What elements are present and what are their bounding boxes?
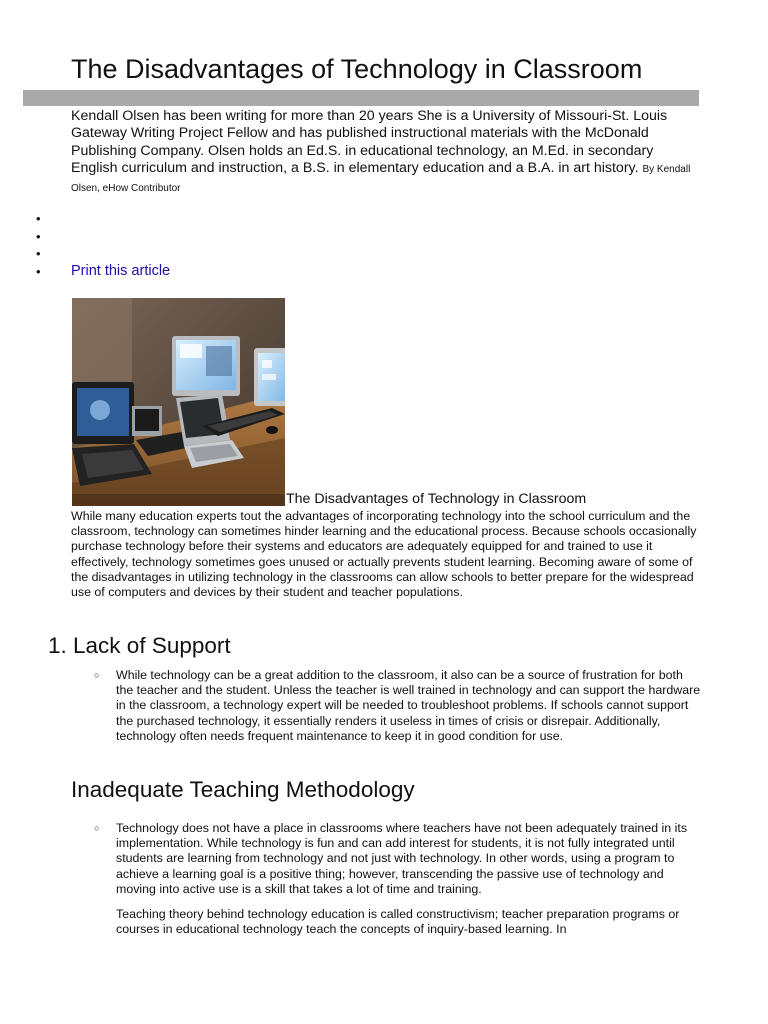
photo-caption: The Disadvantages of Technology in Classroom [286,491,587,507]
author-bio-text: Kendall Olsen has been writing for more than 20 years She is a University of Missouri-St. Louis Gateway Writing Project Fellow and has published instructional materials with the McDonald Publishing Company. Olsen holds an Ed.S. in educational technology, an M.Ed. in secondary English curriculum and instruction, a B.S. in elementary education and a B.A. in art history. [71,108,668,177]
section-2-paragraph-2: Teaching theory behind technology education is called constructivism; teacher preparation programs or courses in educational technology teach the concepts of inquiry-based learning. In [116,907,680,937]
section-2-list-item [94,821,701,937]
section-1-paragraph: While technology can be a great addition to the classroom, it also can be a source of frustration for both the teacher and the student. Unless the teacher is well trained in technology and can support the hardware in the classroom, a technology expert will be needed to troubleshoot problems. If schools cannot support the purchased technology, it essentially renders it useless in times of crisis or disrepair. Additionally, technology often needs frequent maintenance to keep it in good condition for use. [116,668,701,743]
tool-item-empty-3 [36,245,170,263]
author-byline: By Kendall Olsen, eHow Contributor [71,164,691,194]
article-tools-list [36,210,170,280]
section-number: 1. [48,633,67,658]
section-heading-inadequate-teaching: Inadequate Teaching Methodology [71,777,415,802]
tool-item-empty-1 [36,210,170,228]
list-circle-bullet: ○ [94,823,100,833]
tool-item-print [36,263,170,281]
section-title: Lack of Support [73,633,231,658]
section-2-paragraph-1: Technology does not have a place in classrooms where teachers have not been adequately trained in its implementation. While technology is fun and can add interest for students, it is not fully integrated until students are learning from technology and not just with technology. In other words, using a program to achieve a learning goal is a positive thing; however, transcending the passive use of technology and moving into active use is a skill that takes a lot of time and training. [116,821,688,896]
section-1-list-item [94,668,701,744]
tool-item-empty-2 [36,228,170,246]
author-bio [71,108,701,197]
classroom-computers-photo [72,298,285,506]
computers-illustration [72,298,285,506]
list-circle-bullet: ○ [94,670,100,680]
page-title: The Disadvantages of Technology in Classroom [71,54,643,84]
intro-paragraph: While many education experts tout the advantages of incorporating technology into the school curriculum and the classroom, technology can sometimes hinder learning and the educational process. Because schools occasionally purchase technology before their systems and educators are adequately equipped for and trained to use it effectively, technology sometimes goes unused or actually prevents student learning. Becoming aware of some of the disadvantages in utilizing technology in the classrooms can allow schools to better prepare for the widespread use of computers and devices by their student and teacher populations. [71,509,697,600]
section-heading-lack-of-support [48,633,231,659]
print-article-link[interactable]: Print this article [71,262,171,279]
title-divider-bar [23,90,699,106]
